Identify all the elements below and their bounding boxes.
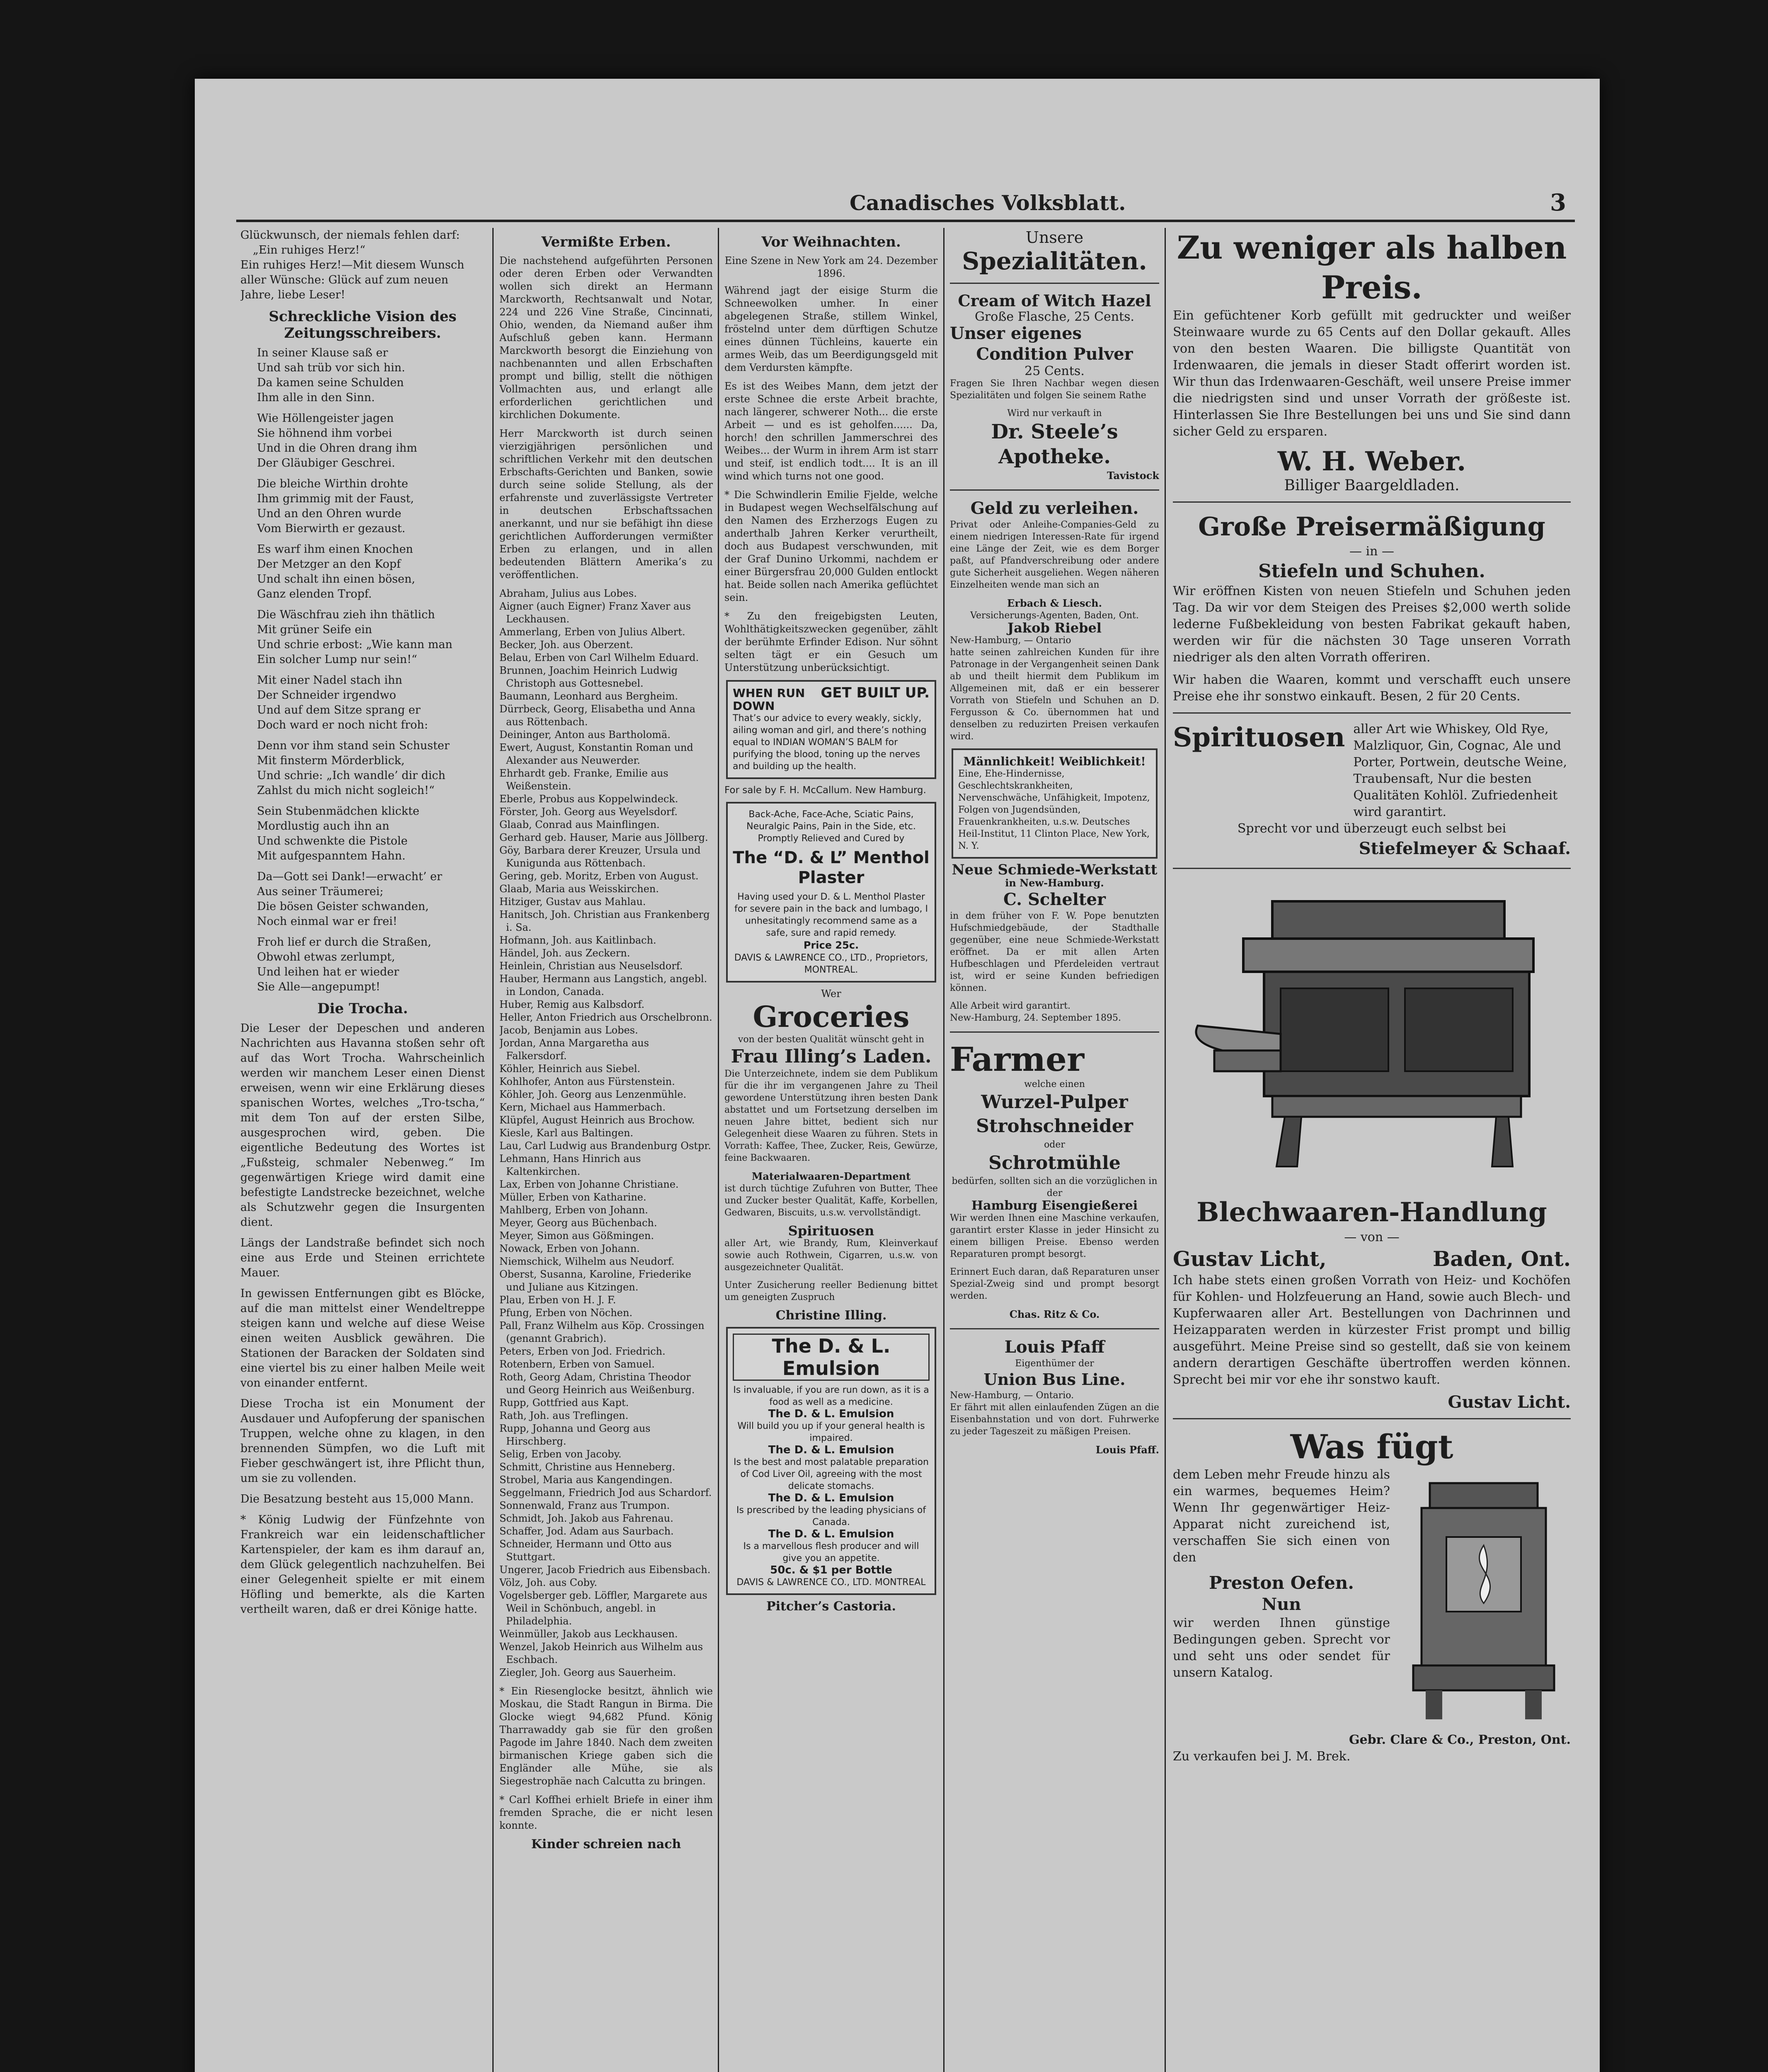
ad-text: Promptly Relieved and Cured by [758,833,905,844]
heir-entry: Heinlein, Christian aus Neuselsdorf. [499,960,683,972]
poem-line: Und schrie: „Ich wandle’ dir dich [257,769,446,782]
poem-stanza [257,738,485,798]
poem-line: Denn vor ihm stand sein Schuster [257,739,450,752]
paragraph: Herr Marckworth ist durch seinen vierzigjährigen persönlichen und schriftlichen Verkehr mit den deutschen Erbschafts-Gerichten und Banken, sowie durch seine solide Stellung, als der erfahrenste und zuverlässigste Vertreter in deutschen Erbschaftssachen anerkannt, und nur sie befähigt ihn diese gerichtlichen Aufforderungen vermißter Erben zu erlangen, und in allen bedeutenden Blättern Amerika’s zu veröffentlichen. [499,428,713,581]
poem-line: Mit einer Nadel stach ihn [257,674,402,687]
ad-text: Unter Zusicherung reeller Bedienung bittet um geneigten Zuspruch [724,1280,938,1302]
heir-entry: Rupp, Johanna und Georg aus Hirschberg. [499,1423,651,1447]
person-name: Louis Pfaff [1004,1337,1105,1357]
heir-entry: Eberle, Probus aus Koppelwindeck. [499,793,678,805]
farmer-item: oder [1044,1140,1065,1150]
farmer-item: Strohschneider [976,1116,1133,1137]
poem-line: Wie Höllengeister jagen [257,412,394,425]
heir-entry: Rupp, Gottfried aus Kapt. [499,1397,629,1409]
store-name: Dr. Steele’s Apotheke. [991,420,1118,468]
heir-entry: Roth, Georg Adam, Christina Theodor und Georg Heinrich aus Weißenburg. [499,1371,695,1396]
article-body [724,284,938,674]
poem-line: Sein Stubenmädchen klickte [257,805,419,818]
heir-entry: Huber, Remig aus Kalbsdorf. [499,999,644,1010]
poem-line: Und leihen hat er wieder [257,966,399,978]
divider [950,489,1159,491]
heir-entry: Sonnenwald, Franz aus Trumpon. [499,1500,670,1511]
header-rule [236,220,1575,222]
ad-text: aller Art wie Whiskey, Old Rye, Malzliquor, Gin, Cognac, Ale und Porter, Portwein, deutsche Weine, Traubensaft, Nur die besten Qualitäten Kohlöl. Zufriedenheit wird garantirt. [1353,722,1567,819]
article-body [499,254,713,581]
divider [1173,1418,1571,1419]
ad-text: Ich habe stets einen großen Vorrath von Heiz- und Kochöfen für Kohlen- und Holzfeuerung an Hand, sowie auch Blech- und Kupferwaaren aller Art. Bestellungen von Dachrinnen und Heizapparaten werden in kürzester Frist prompt und billig ausgeführt. Meine Preise sind so gestellt, daß sie von keinem andern derartigen Geschäfte übertroffen werden können. Sprecht bei mir vor ehe ihr sonstwo kauft. [1173,1273,1571,1387]
ad-line: Is the best and most palatable preparation of Cod Liver Oil, agreeing with the most delicate stomachs. [734,1457,929,1491]
ad-subhead: Stiefeln und Schuhen. [1258,561,1485,582]
column-5 [1173,228,1571,2072]
heir-entry: Mahlberg, Erben von Johann. [499,1204,648,1216]
paragraph: Die Besatzung besteht aus 15,000 Mann. [240,1493,474,1506]
column-2 [499,228,713,2072]
ad-body: That’s our advice to every weakly, sickly, ailing woman and girl, and there’s nothing equal to INDIAN WOMAN’S BALM for purifying the blood, toning up the nerves and building up the health. [733,713,927,772]
ad-text: hatte seinen zahlreichen Kunden für ihre Patronage in der Vergangenheit seinen Dank ab und theilt hiermit dem Publikum im Allgemeinen mit, daß er ein besserer Vorrath von Stiefeln und Schuhen an D. Fergusson & Co. übernommen hat und denselben zu reduzirten Preisen verkaufen wird. [950,647,1159,742]
poem-line: Die bleiche Wirthin drohte [257,477,408,490]
heir-entry: Rath, Joh. aus Treflingen. [499,1410,629,1421]
heir-entry: Deininger, Anton aus Bartholomä. [499,729,671,741]
ad-text: wir werden Ihnen günstige Bedingungen geben. Sprecht vor und seht uns oder sendet für unsern Katalog. [1173,1616,1390,1680]
heir-entry: Glaab, Conrad aus Mainflingen. [499,819,660,830]
poem-line: Zahlst du mich nicht sogleich!“ [257,784,435,797]
heir-entry: Köhler, Joh. Georg aus Lenzenmühle. [499,1089,687,1100]
notes [499,1685,713,1832]
heir-entry: Dürrbeck, Georg, Elisabetha und Anna aus Röttenbach. [499,703,695,728]
ad-headline-right: GET BUILT UP. [821,685,930,701]
firm-name: Union Bus Line. [983,1370,1126,1389]
heir-entry: Lau, Carl Ludwig aus Brandenburg Ostpr. [499,1140,711,1152]
ad-line: Is a marvellous flesh producer and will give you an appetite. [743,1541,919,1564]
heir-entry: Hanitsch, Joh. Christian aus Frankenberg i. Sa. [499,909,710,933]
newspaper-page [195,79,1600,2072]
heir-entry: Aigner (auch Eigner) Franz Xaver aus Leckhausen. [499,600,691,625]
heir-entry: Glaab, Maria aus Weisskirchen. [499,883,659,895]
ad-line: The D. & L. Emulsion [768,1444,894,1456]
heir-entry: Hitziger, Gustav aus Mahlau. [499,896,646,908]
product-name: Cream of Witch Hazel [958,291,1151,310]
ad-lines [733,1384,930,1576]
ad-headline: Spezialitäten. [962,247,1147,275]
poem-stanza [257,608,485,667]
poem-stanza [257,869,485,929]
heir-entry: Ziegler, Joh. Georg aus Sauerheim. [499,1667,676,1678]
ad-sale-line: For sale by F. H. McCallum. New Hamburg. [724,785,926,796]
ad-text: Sprecht vor und überzeugt euch selbst bei [1237,821,1506,836]
poem-line: Und schwenkte die Pistole [257,835,408,847]
ad-line: Will build you up if your general health is impaired. [737,1421,925,1443]
heir-entry: Ammerlang, Erben von Julius Albert. [499,626,685,638]
town-name: Tavistock [1107,470,1159,482]
ad-text: — von — [1344,1230,1400,1244]
heir-entry: Jacob, Benjamin aus Lobes. [499,1024,638,1036]
heir-entry: Kohlhofer, Anton aus Fürstenstein. [499,1076,675,1087]
poem-line: Mit grüner Seife ein [257,623,372,636]
heir-entry: Schneider, Hermann und Otto aus Stuttgart. [499,1538,672,1563]
poem-line: Vom Bierwirth er gezaust. [257,522,406,535]
ad-text: bedürfen, sollten sich an die vorzüglichen in der [952,1176,1158,1198]
poem-line: Mit aufgespanntem Hahn. [257,850,406,862]
paragraph: Längs der Landstraße befindet sich noch eine aus Erde und Steinen errichtete Mauer. [240,1237,485,1279]
newspaper-title: Canadisches Volksblatt. [850,191,1126,215]
ad-text: Alle Arbeit wird garantirt. [950,1001,1071,1011]
column-4 [950,228,1159,2072]
poem-stanza [257,804,485,864]
ad-maker: DAVIS & LAWRENCE CO., LTD., Proprietors, MONTREAL. [734,953,928,975]
heir-entry: Hofmann, Joh. aus Kaitlinbach. [499,934,656,946]
paragraph: * Zu den freigebigsten Leuten, Wohlthätigkeitszwecken gegenüber, zählt der berühmte Erfinder Edison. Nur söhnt selten tägt er ein Gesuch um Unterstützung unberücksichtigt. [724,610,938,673]
heir-entry: Kern, Michael aus Hammerbach. [499,1101,666,1113]
heirs-list [499,587,713,1679]
column-divider [492,228,494,2072]
poem-line: Mit finsterm Mörderblick, [257,754,405,767]
heir-entry: Kiesle, Karl aus Baltingen. [499,1127,634,1139]
ad-signature: Gebr. Clare & Co., Preston, Ont. [1349,1733,1571,1747]
ad-headline: Neue Schmiede-Werkstatt [952,862,1158,878]
text-line: Jahre, liebe Leser! [240,288,345,301]
article-lead: Eine Szene in New York am 24. Dezember 1896. [724,255,938,279]
ad-headline: Geld zu verleihen. [970,499,1139,518]
poem-line: Und schalt ihn einen bösen, [257,573,415,586]
heir-entry: Schmidt, Joh. Jakob aus Fahrenau. [499,1513,673,1524]
ad-price: Price 25c. [803,939,859,951]
ad-line: The D. & L. Emulsion [768,1528,894,1540]
article-title: Die Trocha. [317,1000,408,1017]
heir-entry: Meyer, Georg aus Büchenbach. [499,1217,657,1229]
heir-entry: Gering, geb. Moritz, Erben von August. [499,870,699,882]
poem-line: In seiner Klause saß er [257,346,388,359]
paragraph: Die Leser der Depeschen und anderen Nachrichten aus Havanna stoßen sehr oft auf das Wort Trocha. Wahrscheinlich werden wir manchem Leser einen Dienst erweisen, wenn wir eine Erklärung dieses spanischen Wortes, welches „Tro-tscha,“ mit dem Ton auf der ersten Silbe, ausgesprochen wird, geben. Die eigentliche Bedeutung des Wortes ist „Fußsteig, schmaler Nebenweg.“ Im gegenwärtigen Kriege wird damit eine befestigte Landstrecke bezeichnet, welche als Schutzwehr gegen die Insurgenten dient. [240,1022,485,1229]
heir-entry: Wenzel, Jakob Heinrich aus Wilhelm aus Eschbach. [499,1641,703,1665]
footer-line: Pitcher’s Castoria. [766,1599,896,1614]
heir-entry: Pall, Franz Wilhelm aus Köp. Crossingen (genannt Grabrich). [499,1320,705,1344]
heir-entry: Jordan, Anna Margaretha aus Falkersdorf. [499,1037,649,1062]
heir-entry: Niemschick, Wilhelm aus Neudorf. [499,1256,675,1267]
ad-text: Fragen Sie Ihren Nachbar wegen diesen Spezialitäten und folgen Sie seinem Rathe [950,378,1159,401]
divider [950,283,1159,284]
ad-text: dem Leben mehr Freude hinzu als ein warmes, bequemes Heim? Wenn Ihr gegenwärtiger Heiz-Apparat nicht zureichend ist, verschaffen Sie sich einen von den [1173,1467,1390,1565]
heir-entry: Meyer, Simon aus Gößmingen. [499,1230,654,1242]
heir-entry: Belau, Erben von Carl Wilhelm Eduard. [499,652,699,663]
heir-entry: Plau, Erben von H. J. F. [499,1294,616,1306]
ad-signature: Christine Illing. [775,1308,887,1323]
ad-text: Wird nur verkauft in [1007,408,1102,419]
heir-entry: Lax, Erben von Johanne Christiane. [499,1179,679,1190]
heir-entry: Selig, Erben von Jacoby. [499,1448,622,1460]
ad-text: Privat oder Anleihe-Companies-Geld zu einem niedrigen Interessen-Rate für irgend eine Länge der Zeit, wie es dem Borger paßt, auf Pfandverschreibung oder andere gute Sicherheit ausgeliehen. Wegen näheren Einzelheiten wende man sich an [950,520,1159,590]
ad-text: Wir werden Ihnen eine Maschine verkaufen, garantirt erster Klasse in jeder Hinsicht zu einem billigen Preise. Ebenso werden Reparaturen prompt besorgt. [950,1213,1159,1259]
farmer-item-list [950,1090,1159,1175]
masthead [195,191,1600,224]
ad-text: Eine, Ehe-Hindernisse, Geschlechtskrankheiten, Nervenschwäche, Unfähigkeit, Impotenz, Folgen von Jugendsünden, Frauenkrankheiten, u.s.w. Deutsches Heil-Institut, 11 Clinton Place, New York, N. Y. [958,769,1150,851]
article-title: Vermißte Erben. [541,234,671,250]
text-line: aller Wünsche: Glück auf zum neuen [240,274,448,286]
heir-entry: Abraham, Julius aus Lobes. [499,588,637,599]
ad-headline: Zu weniger als halben Preis. [1177,229,1567,306]
column-divider [943,228,945,2072]
product-price: Große Flasche, 25 Cents. [974,310,1135,324]
heir-entry: Händel, Joh. aus Zeckern. [499,947,630,959]
ad-text: Die Unterzeichnete, indem sie dem Publikum für die ihr im vergangenen Jahre zu Theil gewordene Unterstützung ihren besten Dank abstattet und um Fortsetzung derselben im neuen Jahre bittet, bedient sich nur Gelegenheit diese Waaren zu führen. Stets in Vorrath: Kaffee, Thee, Zucker, Reis, Gewürze, feine Backwaaren. [724,1069,938,1163]
heating-stove-illustration [1397,1467,1571,1732]
heir-entry: Rotenbern, Erben von Samuel. [499,1358,655,1370]
heir-entry: Weinmüller, Jakob aus Leckhausen. [499,1628,678,1640]
poem-stanza [257,673,485,733]
poem-line: Obwohl etwas zerlumpt, [257,951,395,963]
paragraph: Diese Trocha ist ein Monument der Ausdauer und Aufopferung der spanischen Truppen, welche ohne zu klagen, in den brennenden Sümpfen, wo die Luft mit Fieber geschwängert ist, ihre Pflicht thun, um sie zu vollenden. [240,1397,485,1485]
heir-entry: Peters, Erben von Jod. Friedrich. [499,1346,666,1357]
poem-line: Ihm grimmig mit der Faust, [257,492,414,505]
heir-entry: Ehrhardt geb. Franke, Emilie aus Weißenstein. [499,767,668,792]
ad-text: Back-Ache, Face-Ache, Sciatic Pains, Neuralgic Pains, Pain in the Side, etc. [746,809,916,832]
poem-line: Doch ward er noch nicht froh: [257,719,428,731]
ad-headline: Was fügt [1290,1427,1453,1466]
poem-stanza [257,411,485,471]
text-line: „Ein ruhiges Herz!“ [253,244,366,257]
ad-text: von der besten Qualität wünscht geht in [738,1034,925,1045]
ad-signature: W. H. Weber. [1277,446,1466,477]
column-divider [1165,228,1166,2072]
ad-line: The D. & L. Emulsion [768,1408,894,1420]
poem-line: Noch einmal war er frei! [257,915,397,928]
heir-entry: Heller, Anton Friedrich aus Orschelbronn. [499,1012,712,1023]
person-name: C. Schelter [1003,890,1106,909]
poem-line: Es warf ihm einen Knochen [257,543,413,556]
ad-text: welche einen [1024,1079,1085,1089]
heir-entry: Ungerer, Jacob Friedrich aus Eibensbach. [499,1564,711,1576]
poem-line: Ein solcher Lump nur sein!“ [257,653,417,666]
ad-headline: Männlichkeit! Weiblichkeit! [963,755,1146,768]
ad-date: New-Hamburg, 24. September 1895. [950,1013,1121,1023]
ad-maker: DAVIS & LAWRENCE CO., LTD. MONTREAL [736,1577,926,1588]
text-line: Glückwunsch, der niemals fehlen darf: [240,229,460,242]
ad-text: in dem früher von F. W. Pope benutzten Hufschmiedgebäude, der Stadthalle gegenüber, eine neue Schmiede-Werkstatt eröffnet. Da er mit allen Arten Hufbeschlagen und Pferdeleiden vertraut ist, wird er seine Kunden befriedigen können. [950,911,1159,993]
poem-line: Der Schneider irgendwo [257,689,396,702]
poem-line: Und in die Ohren drang ihm [257,442,417,455]
heir-entry: Förster, Joh. Georg aus Weyelsdorf. [499,806,678,818]
ad-text: Eigenthümer der [1015,1358,1094,1369]
heir-entry: Köhler, Heinrich aus Siebel. [499,1063,641,1075]
poem-line: Und sah trüb vor sich hin. [257,361,405,374]
ad-text: Billiger Baargeldladen. [1284,477,1460,494]
poem-line: Die bösen Geister schwanden, [257,900,429,913]
heir-entry: Baumann, Leonhard aus Bergheim. [499,690,678,702]
person-name: Jakob Riebel [1008,620,1102,636]
text-line: Ein ruhiges Herz!—Mit diesem Wunsch [240,259,465,271]
paragraph: * Ein Riesenglocke besitzt, ähnlich wie Moskau, die Stadt Rangun in Birma. Die Glocke wiegt 94,682 Pfund. König Tharrawaddy gab sie für den großen Pagode im Jahre 1840. Nach dem zweiten birmanischen Kriege gaben sich die Engländer alle Mühe, sie als Siegestrophäe nach Calcutta zu bringen. [499,1685,713,1787]
heir-entry: Brunnen, Joachim Heinrich Ludwig Christoph aus Gottesnebel. [499,665,678,689]
heir-entry: Vogelsberger geb. Löffler, Margarete aus Weil in Schönbuch, angebl. in Philadelphia. [499,1590,707,1627]
ad-headline: Blechwaaren-Handlung [1196,1197,1547,1228]
heir-entry: Nowack, Erben von Johann. [499,1243,640,1254]
paragraph: Es ist des Weibes Mann, dem jetzt der erste Schnee die erste Arbeit brachte, nach längerer, schwerer Noth... die erste Arbeit — und es ist geholfen...... Da, horch! den schrillen Jammerschrei des Weibes... der Wurm in ihrem Arm ist starr und steif, ist endlich todt.... It is an ill wind which turns not one good. [724,380,938,482]
poem-title: Schreckliche Vision des Zeitungsschreibers. [269,308,457,341]
product-name: Condition Pulver [976,344,1133,364]
poem-stanza [257,477,485,536]
poem-line: Die Wäschfrau zieh ihn thätlich [257,608,435,621]
ad-signature: Gustav Licht. [1448,1392,1571,1412]
farmer-item: Wurzel-Pulper [981,1092,1128,1113]
ad-text: Versicherungs-Agenten, Baden, Ont. [970,610,1139,621]
column-divider [718,228,719,2072]
ad-text: Zu verkaufen bei J. M. Brek. [1173,1749,1351,1764]
poem-stanza [257,346,485,405]
paragraph: Während jagt der eisige Sturm die Schneewolken umher. In einer abgelegenen Straße, stillem Winkel, fröstelnd unter dem dürftigen Schutze eines dünnen Tüchleins, kauerte ein armes Weib, das um Beerdigungsgeld mit dem Verdursten kämpfte. [724,285,938,373]
divider [1173,501,1571,503]
heir-entry: Becker, Joh. aus Oberzent. [499,639,633,651]
ad-product-name: The “D. & L” Menthol Plaster [733,848,930,887]
heir-entry: Lehmann, Hans Hinrich aus Kaltenkirchen. [499,1153,641,1177]
product-name: Preston Oefen. [1209,1573,1354,1593]
firm-name: Chas. Ritz & Co. [1009,1308,1100,1320]
ad-line: Is invaluable, if you are run down, as it is a food as well as a medicine. [733,1385,929,1407]
advertisement-womans-balm [726,680,936,779]
product-name: Unser eigenes [950,324,1082,343]
ad-text: Erinnert Euch daran, daß Reparaturen unser Spezial-Zweig sind und prompt besorgt werden. [950,1267,1159,1301]
poem-line: Und auf dem Sitze sprang er [257,704,421,716]
advertisement-menthol-plaster [726,802,936,983]
place-name: New-Hamburg, — Ontario [950,635,1071,646]
ad-line: 50c. & $1 per Bottle [770,1564,892,1576]
ad-signature: Stiefelmeyer & Schaaf. [1359,839,1571,858]
ad-text: — in — [1349,544,1394,559]
poem-stanza [257,935,485,995]
ad-text: Ein gefüchtener Korb gefüllt mit gedruckter und weißer Steinwaare wurde zu 65 Cents auf den Dollar gekauft. Alles von den besten Waaren. Die billigste Quantität von Irdenwaaren, die jemals in dieser Stadt offerirt worden ist. Wir thun das Irdenwaaren-Geschäft, weil unsere Preise immer die niedrigsten sind und unser Vorrath der größeste ist. Hinterlassen Sie Ihre Bestellungen bei uns und Sie sind dann sicher Geld zu ersparen. [1173,308,1571,439]
heir-entry: Pfung, Erben von Nöchen. [499,1307,632,1319]
poem-line: Sie höhnend ihm vorbei [257,427,392,440]
farmer-item: Schrotmühle [988,1152,1121,1174]
ad-text: ist durch tüchtige Zufuhren von Butter, Thee und Zucker bester Qualität, Kaffe, Korbellen, Gedwaren, Biscuits, u.s.w. vervollständigt. [724,1184,938,1218]
poem-stanza [257,542,485,602]
ad-signature: Louis Pfaff. [1095,1444,1159,1456]
product-price: 25 Cents. [1024,364,1085,378]
heir-entry: Hauber, Hermann aus Langstich, angebl. in London, Canada. [499,973,707,997]
place-name: in New-Hamburg. [1005,877,1104,889]
paragraph: * Die Schwindlerin Emilie Fjelde, welche in Budapest wegen Wechselfälschung auf den Namen des Erzherzogs Eugen zu anderthalb Jahren Kerker verurtheilt, doch aus Budapest verschwunden, mit der Graf Dunino Urkommi, nachdem er einer Bürgersfrau 20,000 Gulden entlockt hat. Beide sollen nach Amerika geflüchtet sein. [724,489,938,603]
person-name: Gustav Licht, [1173,1247,1327,1271]
article-body [240,1021,485,1617]
heir-entry: Gerhard geb. Hauser, Marie aus Jöllberg. [499,832,708,843]
poem [240,346,485,995]
poem-line: Und schrie erbost: „Wie kann man [257,638,453,651]
ad-headline: Spirituosen [1173,722,1345,753]
ad-text: aller Art, wie Brandy, Rum, Kleinverkauf sowie auch Rothwein, Cigarren, u.s.w. von ausgezeichneter Qualität. [724,1238,938,1273]
poem-line: Sie Alle—angepumpt! [257,980,380,993]
heir-entry: Klüpfel, August Heinrich aus Brochow. [499,1114,695,1126]
place-name: New-Hamburg, — Ontario. [950,1390,1074,1401]
heir-entry: Völz, Joh. aus Coby. [499,1577,597,1588]
poem-line: Der Gläubiger Geschrei. [257,457,395,470]
cookstove-illustration [1173,876,1571,1191]
place-name: Baden, Ont. [1432,1247,1571,1271]
ad-headline: Farmer [950,1040,1085,1079]
ad-line: The D. & L. Emulsion [768,1492,894,1504]
ad-line: Is prescribed by the leading physicians of Canada. [736,1505,926,1527]
ad-text: Er fährt mit allen einlaufenden Zügen an die Eisenbahnstation und von dort. Fuhrwerke zu jeder Tageszeit zu mäßigen Preisen. [950,1402,1159,1437]
poem-line: Mordlustig auch ihn an [257,820,390,833]
paragraph: In gewissen Entfernungen gibt es Blöcke, auf die man mittelst einer Wendeltreppe steigen kann und welche auf diese Weise einen weiten Ausblick gewähren. Die Stationen der Baracken der Soldaten sind eine viertel bis zu einer halben Meile weit von einander entfernt. [240,1287,485,1389]
ad-kicker: Unsere [1025,228,1084,247]
poem-line: Ganz elenden Tropf. [257,588,372,600]
ad-text: Wir eröffnen Kisten von neuen Stiefeln und Schuhen jeden Tag. Da wir vor dem Steigen des Preises $2,000 werth solide lederne Fußbekleidung von besten Fabrikat gekauft haben, werden wir für die nächsten 30 Tage unseren Vorrath niedriger als den alten Vorrath offeriren. [1173,584,1571,665]
heir-entry: Müller, Erben von Katharine. [499,1191,647,1203]
ad-headline: Große Preisermäßigung [1198,511,1545,542]
poem-line: Der Metzger an den Kopf [257,558,401,571]
divider [950,1328,1159,1329]
poem-line: Da kamen seine Schulden [257,376,404,389]
heir-entry: Schmitt, Christine aus Henneberg. [499,1461,676,1473]
poem-line: Froh lief er durch die Straßen, [257,936,431,949]
ad-subhead: Materialwaaren-Department [751,1170,911,1182]
heir-entry: Oberst, Susanna, Karoline, Friederike und Juliane aus Kitzingen. [499,1268,691,1293]
advertisement-emulsion [726,1327,936,1595]
article-title: Vor Weihnachten. [761,234,901,250]
heir-entry: Ewert, August, Konstantin Roman und Alexander aus Neuwerder. [499,742,693,766]
divider [1173,712,1571,714]
ad-text: Having used your D. & L. Menthol Plaster for severe pain in the back and lumbago, I unhesitatingly recommend same as a safe, sure and rapid remedy. [734,892,928,938]
heir-entry: Strobel, Maria aus Kangendingen. [499,1474,673,1486]
advertisement-health [952,748,1158,859]
advertisement-groceries [724,988,938,1322]
heir-entry: Seggelmann, Friedrich Jod aus Schardorf. [499,1487,712,1498]
footer-line: Kinder schreien nach [531,1837,681,1852]
column-1 [240,228,485,2072]
firm-name: Erbach & Liesch. [1007,597,1102,609]
new-year-wish [240,228,485,303]
page-number: 3 [1550,189,1566,216]
poem-line: Und an den Ohren wurde [257,507,402,520]
store-name: Frau Illing’s Laden. [731,1046,932,1067]
ad-text: Wir haben die Waaren, kommt und verschafft euch unsere Preise ehe ihr sonstwo einkauft. Besen, 2 für 20 Cents. [1173,673,1571,704]
paragraph: Die nachstehend aufgeführten Personen oder deren Erben oder Verwandten wollen sich direkt an Hermann Marckworth, Rechtsanwalt und Notar, 224 und 226 Vine Straße, Cincinnati, Ohio, wenden, da Niemand außer ihm Aufschluß geben kann. Hermann Marckworth besorgt die Einziehung von nachbenannten und allen Erbschaften prompt und billig, stellt die nöthigen Vollmachten aus, und erlangt alle erforderlichen gerichtlichen und kirchlichen Dokumente. [499,255,713,421]
firm-name: Hamburg Eisengießerei [971,1198,1138,1213]
poem-line: Aus seiner Träumerei; [257,885,384,898]
ad-kicker: Wer [821,988,841,1000]
ad-subhead: Nun [1262,1595,1301,1614]
ad-subhead: Spirituosen [788,1223,874,1239]
paragraph: * Carl Koffhei erhielt Briefe in einer ihm fremden Sprache, die er nicht lesen konnte. [499,1794,713,1831]
divider [950,1031,1159,1033]
ad-headline-left: WHEN RUN DOWN [733,686,805,713]
ad-product-name: The D. & L. Emulsion [733,1334,930,1381]
heir-entry: Göy, Barbara derer Kreuzer, Ursula und Kunigunda aus Röttenbach. [499,845,701,869]
divider [1173,868,1571,869]
ad-headline: Groceries [753,1000,910,1034]
poem-line: Da—Gott sei Dank!—erwacht’ er [257,870,442,883]
poem-line: Ihm alle in den Sinn. [257,391,375,404]
column-3 [724,228,938,2072]
paragraph: * König Ludwig der Fünfzehnte von Frankreich war ein leidenschaftlicher Kartenspieler, der kam es ihm darauf an, dem Glück gelegentlich nachzuhelfen. Bei einer Gelegenheit spielte er mit einem Höfling und bemerkte, als die Karten vertheilt waren, daß er drei Könige hatte. [240,1513,485,1616]
heir-entry: Schaffer, Jod. Adam aus Saurbach. [499,1525,674,1537]
